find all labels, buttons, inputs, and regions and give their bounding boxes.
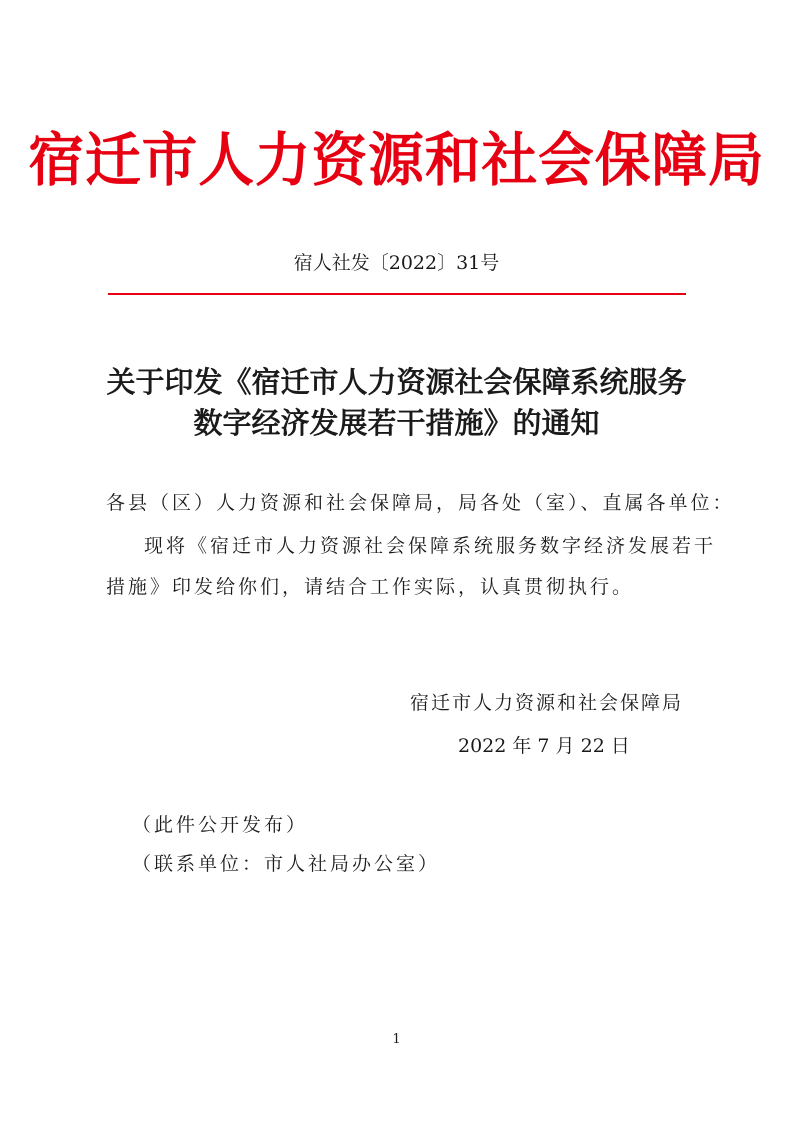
signature-date: 2022 年 7 月 22 日 <box>458 735 630 757</box>
document-title-line-1: 关于印发《宿迁市人力资源社会保障系统服务 <box>106 365 687 399</box>
contact-unit-note: （联系单位：市人社局办公室） <box>132 853 441 875</box>
document-number: 宿人社发〔2022〕31号 <box>293 252 500 274</box>
page-number: 1 <box>392 1032 401 1047</box>
issuing-organization-header: 宿迁市人力资源和社会保障局 <box>28 126 765 194</box>
body-paragraph-line-1: 现将《宿迁市人力资源社会保障系统服务数字经济发展若干 <box>144 535 717 557</box>
signature-organization: 宿迁市人力资源和社会保障局 <box>410 692 684 714</box>
addressee-line: 各县（区）人力资源和社会保障局，局各处（室）、直属各单位： <box>106 492 735 514</box>
publication-note: （此件公开发布） <box>132 814 309 836</box>
document-title <box>60 362 733 444</box>
red-header-rule <box>108 293 686 295</box>
body-paragraph-line-2: 措施》印发给你们，请结合工作实际，认真贯彻执行。 <box>106 576 635 598</box>
document-title-line-2: 数字经济发展若干措施》的通知 <box>193 406 600 440</box>
